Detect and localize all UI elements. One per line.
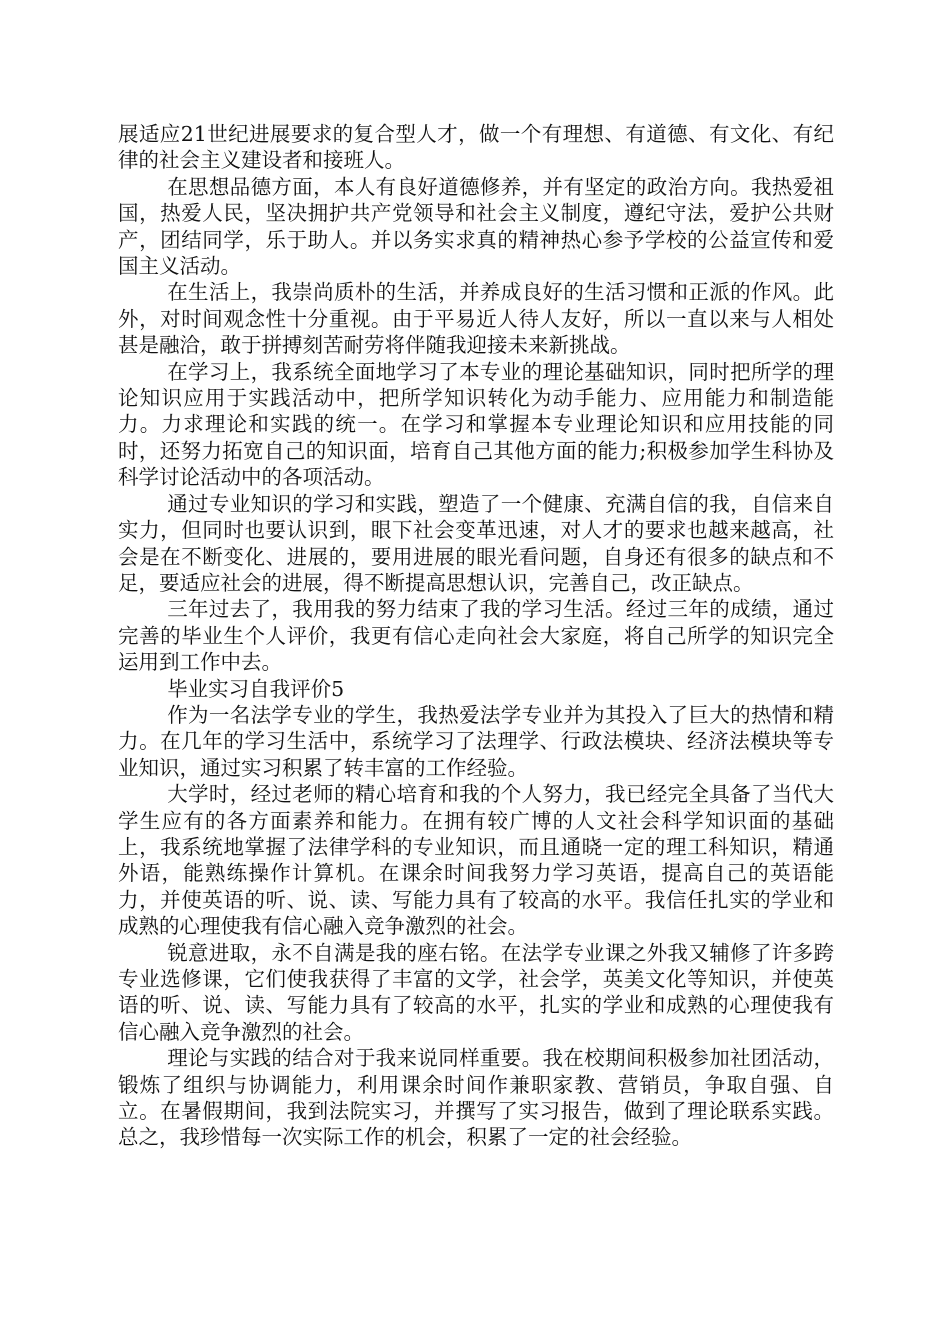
paragraph: 作为一名法学专业的学生，我热爱法学专业并为其投入了巨大的热情和精力。在几年的学习生活中，系统学习了法理学、行政法模块、经济法模块等专业知识，通过实习积累了转丰富的工作经验。 xyxy=(118,702,834,780)
section-heading: 毕业实习自我评价5 xyxy=(167,676,345,701)
paragraph: 理论与实践的结合对于我来说同样重要。我在校期间积极参加社团活动，锻炼了组织与协调能力，利用课余时间作兼职家教、营销员，争取自强、自立。在暑假期间，我到法院实习，并撰写了实习报告，做到了理论联系实践。总之，我珍惜每一次实际工作的机会，积累了一定的社会经验。 xyxy=(118,1046,834,1150)
paragraph: 通过专业知识的学习和实践，塑造了一个健康、充满自信的我，自信来自实力，但同时也要认识到，眼下社会变革迅速，对人才的要求也越来越高，社会是在不断变化、进展的，要用进展的眼光看问题，自身还有很多的缺点和不足，要适应社会的进展，得不断提高思想认识，完善自己，改正缺点。 xyxy=(118,491,834,595)
paragraph: 在思想品德方面，本人有良好道德修养，并有坚定的政治方向。我热爱祖国，热爱人民，坚决拥护共产党领导和社会主义制度，遵纪守法，爱护公共财产，团结同学，乐于助人。并以务实求真的精神热心参予学校的公益宣传和爱国主义活动。 xyxy=(118,174,834,279)
paragraph: 锐意进取，永不自满是我的座右铭。在法学专业课之外我又辅修了许多跨专业选修课，它们使我获得了丰富的文学，社会学，英美文化等知识，并使英语的听、说、读、写能力具有了较高的水平，扎实的学业和成熟的心理使我有信心融入竞争激烈的社会。 xyxy=(118,940,834,1044)
document-body xyxy=(118,121,834,1151)
paragraph: 三年过去了，我用我的努力结束了我的学习生活。经过三年的成绩，通过完善的毕业生个人评价，我更有信心走向社会大家庭，将自己所学的知识完全运用到工作中去。 xyxy=(118,597,834,675)
paragraph: 在生活上，我崇尚质朴的生活，并养成良好的生活习惯和正派的作风。此外，对时间观念性十分重视。由于平易近人待人友好，所以一直以来与人相处甚是融洽，敢于拼搏刻苦耐劳将伴随我迎接未来新挑战。 xyxy=(118,280,834,358)
paragraph: 在学习上，我系统全面地学习了本专业的理论基础知识，同时把所学的理论知识应用于实践活动中，把所学知识转化为动手能力、应用能力和制造能力。力求理论和实践的统一。在学习和掌握本专业理论知识和应用技能的同时，还努力拓宽自己的知识面，培育自己其他方面的能力;积极参加学生科协及科学讨论活动中的各项活动。 xyxy=(118,359,834,490)
paragraph: 大学时，经过老师的精心培育和我的个人努力，我已经完全具备了当代大学生应有的各方面素养和能力。在拥有较广博的人文社会科学知识面的基础上，我系统地掌握了法律学科的专业知识，而且通晓一定的理工科知识，精通外语，能熟练操作计算机。在课余时间我努力学习英语，提高自己的英语能力，并使英语的听、说、读、写能力具有了较高的水平。我信任扎实的学业和成熟的心理使我有信心融入竞争激烈的社会。 xyxy=(118,782,834,939)
paragraph: 展适应21世纪进展要求的复合型人才，做一个有理想、有道德、有文化、有纪律的社会主义建设者和接班人。 xyxy=(118,122,834,173)
